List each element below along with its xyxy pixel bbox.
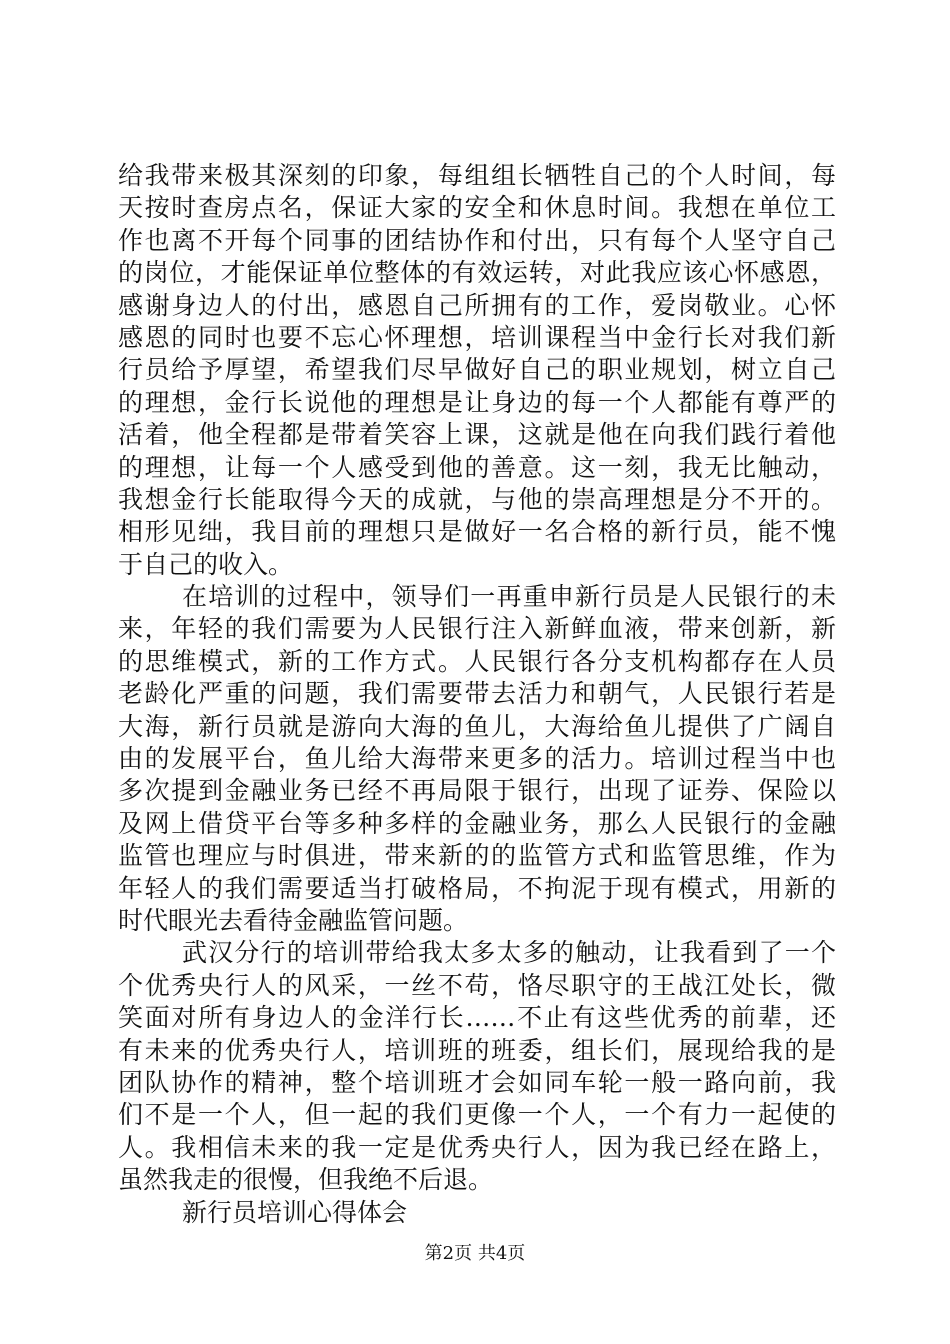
- text-line: 于自己的收入。: [118, 549, 294, 579]
- text-line: 时代眼光去看待金融监管问题。: [118, 905, 469, 935]
- text-line: 有未来的优秀央行人，培训班的班委，组长们，展现给我的是: [118, 1035, 836, 1065]
- paragraph-first-line: 武汉分行的培训带给我太多太多的触动，让我看到了一个: [182, 938, 836, 968]
- text-line: 给我带来极其深刻的印象，每组组长牺牲自己的个人时间，每: [118, 161, 836, 190]
- text-line: 大海，新行员就是游向大海的鱼儿，大海给鱼儿提供了广阔自: [118, 711, 836, 741]
- page-number-footer: 第2页 共4页: [424, 1243, 526, 1264]
- text-line: 天按时查房点名，保证大家的安全和休息时间。我想在单位工: [118, 193, 836, 223]
- text-line: 个优秀央行人的风采，一丝不苟，恪尽职守的王战江处长，微: [118, 970, 836, 1000]
- text-line: 相形见绌，我目前的理想只是做好一名合格的新行员，能不愧: [118, 517, 836, 547]
- paragraph-first-line: 在培训的过程中，领导们一再重申新行员是人民银行的未: [182, 582, 836, 612]
- text-line: 们不是一个人，但一起的我们更像一个人，一个有力一起使的: [118, 1100, 836, 1130]
- text-line: 由的发展平台，鱼儿给大海带来更多的活力。培训过程当中也: [118, 744, 836, 774]
- text-line: 行员给予厚望，希望我们尽早做好自己的职业规划，树立自己: [118, 355, 836, 385]
- text-line: 笑面对所有身边人的金洋行长……不止有这些优秀的前辈，还: [118, 1003, 836, 1033]
- text-line: 感恩的同时也要不忘心怀理想，培训课程当中金行长对我们新: [118, 322, 836, 352]
- text-line: 的思维模式，新的工作方式。人民银行各分支机构都存在人员: [118, 646, 836, 676]
- text-line: 团队协作的精神，整个培训班才会如同车轮一般一路向前，我: [118, 1067, 836, 1097]
- text-line: 的理想，金行长说他的理想是让身边的每一个人都能有尊严的: [118, 387, 836, 417]
- text-line: 的岗位，才能保证单位整体的有效运转，对此我应该心怀感恩，: [118, 258, 836, 288]
- text-line: 来，年轻的我们需要为人民银行注入新鲜血液，带来创新，新: [118, 614, 836, 644]
- text-line: 年轻人的我们需要适当打破格局，不拘泥于现有模式，用新的: [118, 873, 836, 903]
- text-line: 及网上借贷平台等多种多样的金融业务，那么人民银行的金融: [118, 808, 836, 838]
- text-line: 活着，他全程都是带着笑容上课，这就是他在向我们践行着他: [118, 420, 836, 450]
- text-line: 我想金行长能取得今天的成就，与他的崇高理想是分不开的。: [118, 484, 836, 514]
- text-line: 的理想，让每一个人感受到他的善意。这一刻，我无比触动，: [118, 452, 836, 482]
- text-line: 多次提到金融业务已经不再局限于银行，出现了证券、保险以: [118, 776, 836, 806]
- text-line: 老龄化严重的问题，我们需要带去活力和朝气，人民银行若是: [118, 679, 836, 709]
- document-body: [118, 160, 836, 1229]
- text-line: 作也离不开每个同事的团结协作和付出，只有每个人坚守自己: [118, 225, 836, 255]
- text-line: 虽然我走的很慢，但我绝不后退。: [118, 1165, 494, 1195]
- text-line: 人。我相信未来的我一定是优秀央行人，因为我已经在路上，: [118, 1132, 836, 1162]
- text-line: 感谢身边人的付出，感恩自己所拥有的工作，爱岗敬业。心怀: [118, 290, 836, 320]
- section-heading: 新行员培训心得体会: [182, 1197, 408, 1227]
- text-line: 监管也理应与时俱进，带来新的的监管方式和监管思维，作为: [118, 841, 836, 871]
